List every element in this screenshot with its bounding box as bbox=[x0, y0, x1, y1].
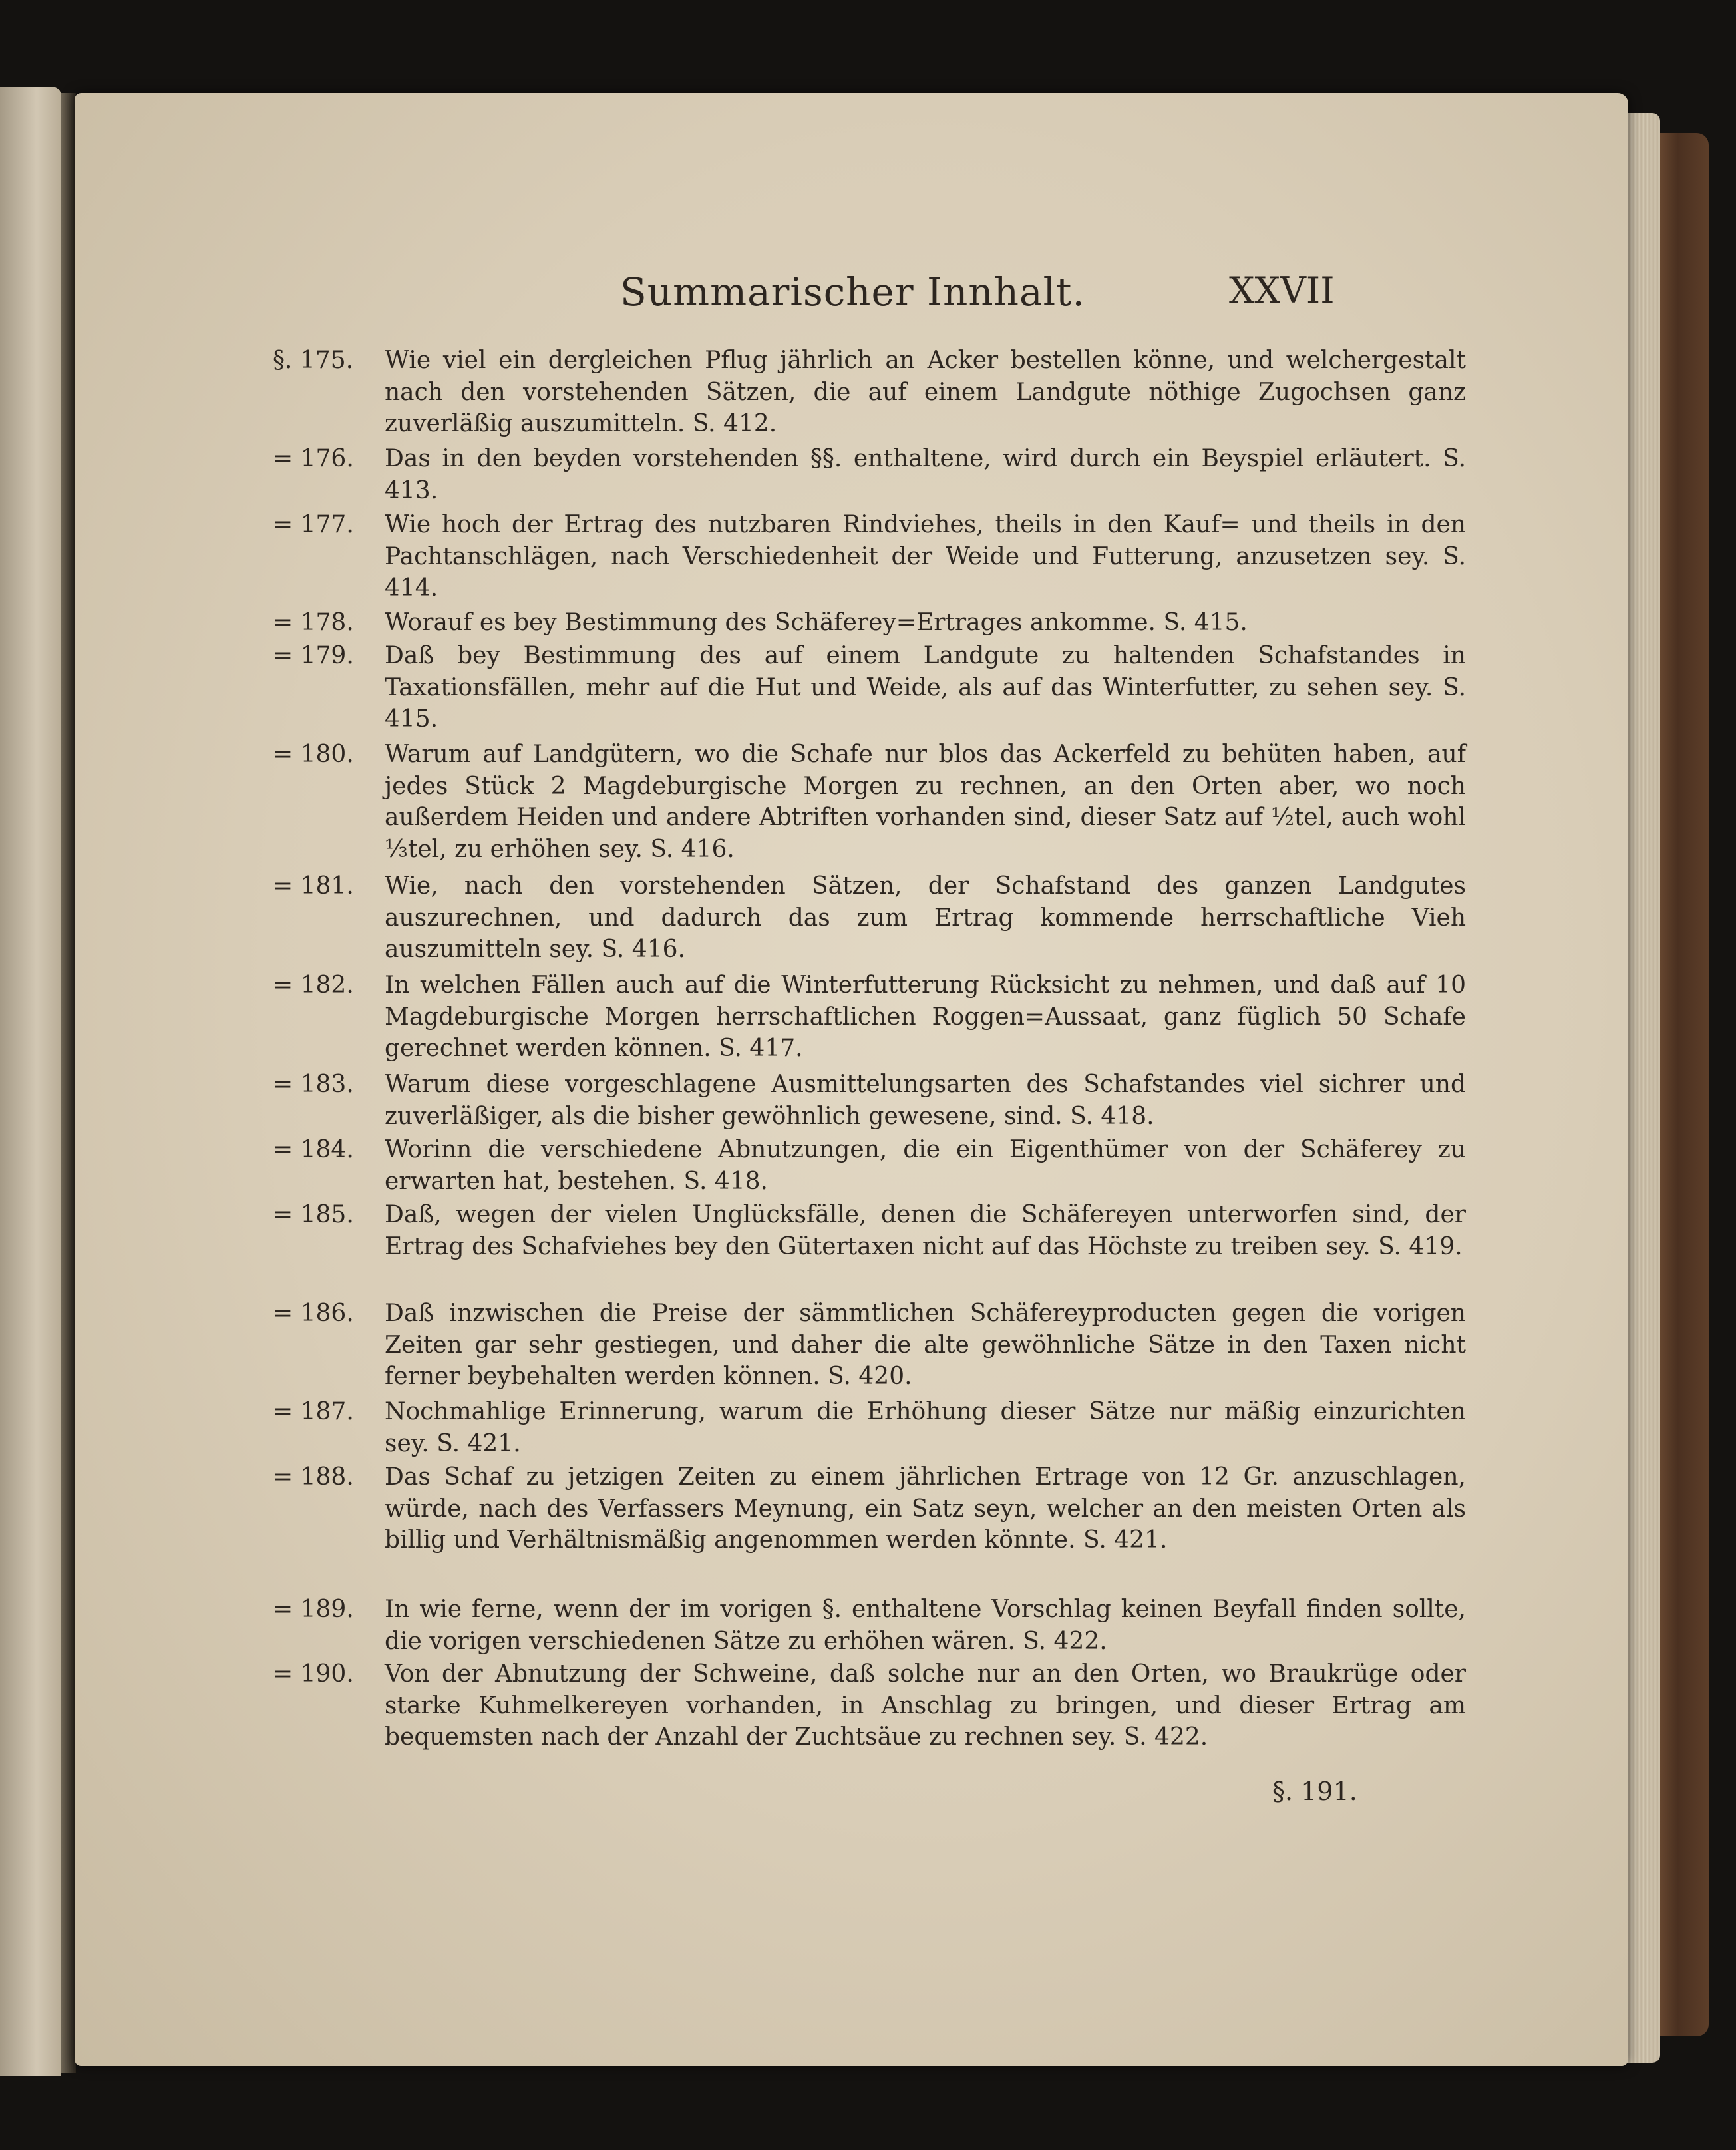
book-gutter bbox=[61, 93, 76, 2073]
entry-text: In welchen Fällen auch auf die Winterfutterung Rücksicht zu nehmen, und daß auf 10 Magdeburgische Morgen herrschaftlichen Roggen=Aussaat, ganz füglich 50 Schafe gerechnet werden können. S. 417. bbox=[385, 972, 1466, 1062]
entry-number: = 190. bbox=[273, 1660, 354, 1688]
entry-text: Warum auf Landgütern, wo die Schafe nur blos das Ackerfeld zu behüten haben, auf jedes Stück 2 Magdeburgische Morgen zu rechnen, an den Orten aber, wo noch außerdem Heiden und andere Abtriften vorhanden sind, dieser Satz auf ½tel, auch wohl ⅓tel, zu erhöhen sey. S. 416. bbox=[385, 741, 1466, 863]
entry-text: Wie viel ein dergleichen Pflug jährlich an Acker bestellen könne, und welchergestalt nach den vorstehenden Sätzen, die auf einem Landgute nöthige Zugochsen ganz zuverläßig auszumitteln. S. 412. bbox=[385, 347, 1466, 437]
entry-number: = 182. bbox=[273, 972, 354, 999]
entry-text: Wie hoch der Ertrag des nutzbaren Rindviehes, theils in den Kauf= und theils in den Pachtanschlägen, nach Verschiedenheit der Weide und Futterung, anzusetzen sey. S. 414. bbox=[385, 511, 1466, 602]
entry-text: Nochmahlige Erinnerung, warum die Erhöhung dieser Sätze nur mäßig einzurichten sey. S. 421. bbox=[385, 1398, 1466, 1457]
book-page bbox=[75, 93, 1628, 2066]
entry-text: Worinn die verschiedene Abnutzungen, die ein Eigenthümer von der Schäferey zu erwarten hat, bestehen. S. 418. bbox=[385, 1136, 1466, 1195]
entry-number: = 189. bbox=[273, 1596, 354, 1623]
entry-number: = 176. bbox=[273, 445, 354, 472]
entry-number: = 180. bbox=[273, 741, 354, 768]
entry-text: In wie ferne, wenn der im vorigen §. enthaltene Vorschlag keinen Beyfall finden sollte, die vorigen verschiedenen Sätze zu erhöhen wären. S. 422. bbox=[385, 1596, 1466, 1655]
entry-number: = 187. bbox=[273, 1398, 354, 1425]
entry-number: = 184. bbox=[273, 1136, 354, 1163]
entry-number: = 178. bbox=[273, 609, 354, 636]
entry-text: Das in den beyden vorstehenden §§. enthaltene, wird durch ein Beyspiel erläutert. S. 413. bbox=[385, 445, 1466, 504]
page-block-edge bbox=[1624, 113, 1660, 2063]
entry-number: = 188. bbox=[273, 1463, 354, 1491]
page-text-area bbox=[75, 93, 1628, 2066]
entry-number: = 179. bbox=[273, 642, 354, 669]
left-page-edge bbox=[0, 87, 61, 2076]
entry-number: = 181. bbox=[273, 872, 354, 900]
running-header-title: Summarischer Innhalt. bbox=[620, 269, 1085, 315]
entry-text: Warum diese vorgeschlagene Ausmittelungsarten des Schafstandes viel sichrer und zuverläßiger, als die bisher gewöhnlich gewesene, sind. S. 418. bbox=[385, 1071, 1466, 1130]
entry-text: Worauf es bey Bestimmung des Schäferey=Ertrages ankomme. S. 415. bbox=[385, 609, 1248, 636]
cover-edge bbox=[1657, 133, 1709, 2036]
entry-text: Von der Abnutzung der Schweine, daß solche nur an den Orten, wo Braukrüge oder starke Kuhmelkereyen vorhanden, in Anschlag zu bringen, und dieser Ertrag am bequemsten nach der Anzahl der Zuchtsäue zu rechnen sey. S. 422. bbox=[385, 1660, 1466, 1751]
entry-number: = 186. bbox=[273, 1300, 354, 1327]
entry-number: = 185. bbox=[273, 1201, 354, 1228]
page-number: XXVII bbox=[1229, 269, 1335, 311]
entry-text: Wie, nach den vorstehenden Sätzen, der Schafstand des ganzen Landgutes auszurechnen, und dadurch das zum Ertrag kommende herrschaftliche Vieh auszumitteln sey. S. 416. bbox=[385, 872, 1466, 963]
entry-text: Daß bey Bestimmung des auf einem Landgute zu haltenden Schafstandes in Taxationsfällen, mehr auf die Hut und Weide, als auf das Winterfutter, zu sehen sey. S. 415. bbox=[385, 642, 1466, 733]
entry-number: = 183. bbox=[273, 1071, 354, 1098]
entry-text: Daß inzwischen die Preise der sämmtlichen Schäfereyproducten gegen die vorigen Zeiten gar sehr gestiegen, und daher die alte gewöhnliche Sätze in den Taxen nicht ferner beybehalten werden können. S. 420. bbox=[385, 1300, 1466, 1390]
entry-text: Das Schaf zu jetzigen Zeiten zu einem jährlichen Ertrage von 12 Gr. anzuschlagen, würde, nach des Verfassers Meynung, ein Satz seyn, welcher an den meisten Orten als billig und Verhältnismäßig angenommen werden könnte. S. 421. bbox=[385, 1463, 1466, 1554]
catchword: §. 191. bbox=[1272, 1777, 1357, 1806]
entry-number: = 177. bbox=[273, 511, 354, 538]
entry-number: §. 175. bbox=[273, 347, 354, 374]
entry-text: Daß, wegen der vielen Unglücksfälle, denen die Schäfereyen unterworfen sind, der Ertrag des Schafviehes bey den Gütertaxen nicht auf das Höchste zu treiben sey. S. 419. bbox=[385, 1201, 1466, 1260]
